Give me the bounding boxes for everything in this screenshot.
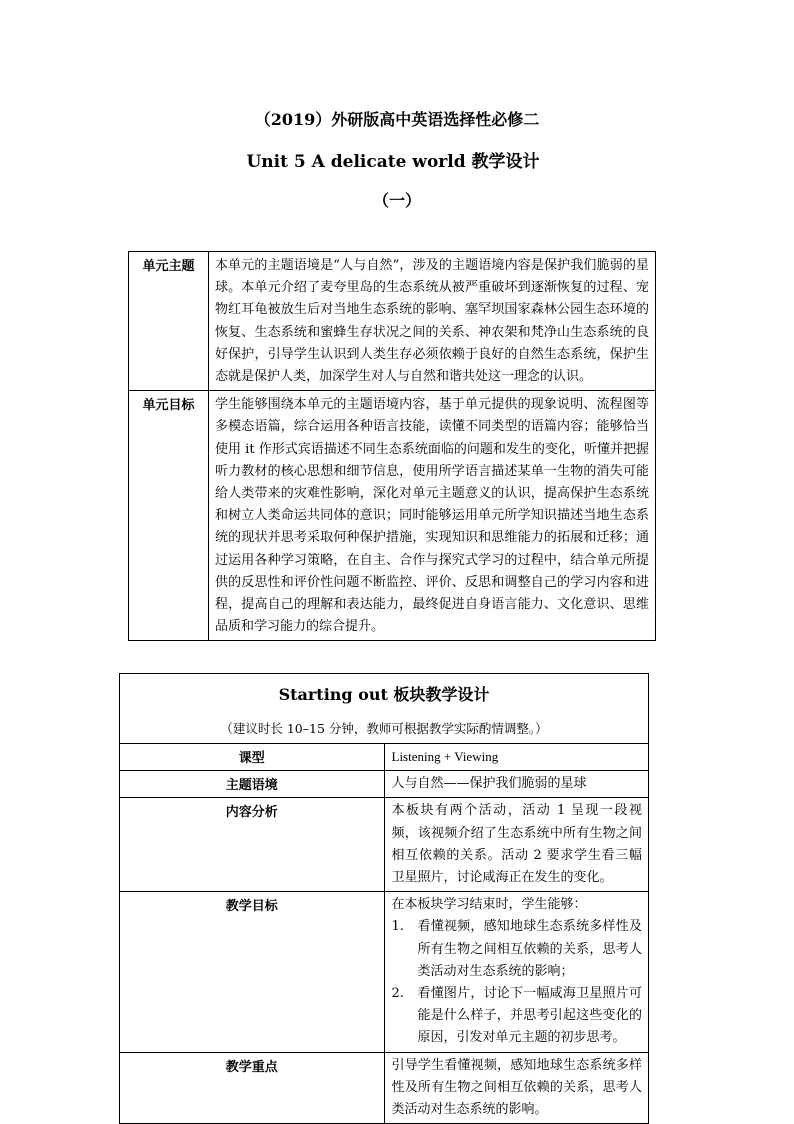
unit-goal-label: 单元目标 (129, 391, 209, 641)
table-row (120, 771, 649, 798)
theme-context-value: 人与自然——保护我们脆弱的星球 (384, 771, 649, 798)
lesson-type-value: Listening + Viewing (384, 744, 649, 771)
starting-out-title: Starting out 板块教学设计 (278, 685, 490, 704)
list-item (392, 916, 643, 983)
list-item (392, 983, 643, 1050)
teaching-goals-value (384, 892, 649, 1052)
starting-out-header (120, 674, 649, 744)
starting-out-table (119, 673, 649, 1124)
table-row (129, 391, 656, 641)
table-row (129, 252, 656, 391)
table-row (120, 798, 649, 892)
table-row (120, 1052, 649, 1124)
table-row (120, 892, 649, 1052)
unit-goal-text: 学生能够围绕本单元的主题语境内容，基于单元提供的现象说明、流程图等多模态语篇，综合运用各种语言技能，读懂不同类型的语篇内容；能够恰当使用 it 作形式宾语描述不同生态系统面临的问题和发生的变化，听懂并把握听力教材的核心思想和细节信息，使用所学语言描述某单一生物的消失可能给人类带来的灾难性影响，深化对单元主题意义的认识，提高保护生态系统和树立人类命运共同体的意识；同时能够运用单元所学知识描述当地生态系统的现状并思考采取何种保护措施，实现知识和思维能力的拓展和迁移；通过运用各种学习策略，在自主、合作与探究式学习的过程中，结合单元所提供的反思性和评价性问题不断监控、评价、反思和调整自己的学习内容和进程，提高自己的理解和表达能力，最终促进自身语言能力、文化意识、思维品质和学习能力的综合提升。 (209, 391, 656, 641)
theme-context-label: 主题语境 (120, 771, 385, 798)
content-analysis-value: 本板块有两个活动，活动 1 呈现一段视频，该视频介绍了生态系统中所有生物之间相互依赖的关系。活动 2 要求学生看三幅卫星照片，讨论咸海正在发生的变化。 (384, 798, 649, 892)
key-points-label: 教学重点 (120, 1052, 385, 1124)
goal-number: 1. (391, 919, 404, 935)
goal-text: 看懂视频，感知地球生态系统多样性及所有生物之间相互依赖的关系，思考人类活动对生态系统的影响； (417, 919, 642, 979)
unit-theme-text: 本单元的主题语境是“人与自然”，涉及的主题语境内容是保护我们脆弱的星球。本单元介绍了麦夸里岛的生态系统从被严重破坏到逐渐恢复的过程、宠物红耳龟被放生后对当地生态系统的影响、塞罕坝国家森林公园生态环境的恢复、生态系统和蜜蜂生存状况之间的关系、神农架和梵净山生态系统的良好保护，引导学生认识到人类生存必须依赖于良好的自然生态系统，保护生态就是保护人类，加深学生对人与自然和谐共处这一理念的认识。 (209, 252, 656, 391)
goals-list (392, 916, 643, 1049)
unit-theme-label: 单元主题 (129, 252, 209, 391)
unit-title: Unit 5 A delicate world 教学设计 (246, 152, 540, 172)
key-points-value: 引导学生看懂视频，感知地球生态系统多样性及所有生物之间相互依赖的关系，思考人类活动对生态系统的影响。 (384, 1052, 649, 1124)
content-analysis-label: 内容分析 (120, 798, 385, 892)
unit-overview-table (128, 251, 656, 641)
table-row (120, 674, 649, 744)
goals-intro: 在本板块学习结束时，学生能够： (391, 897, 587, 913)
goal-number: 2. (391, 986, 404, 1002)
part-number: （一） (372, 191, 421, 210)
teaching-goals-label: 教学目标 (120, 892, 385, 1052)
table-row (120, 744, 649, 771)
document-title: （2019）外研版高中英语选择性必修二 (254, 110, 540, 129)
lesson-type-label: 课型 (120, 744, 385, 771)
goal-text: 看懂图片，讨论下一幅咸海卫星照片可能是什么样子，并思考引起这些变化的原因，引发对单元主题的初步思考。 (417, 986, 642, 1046)
duration-note: （建议时长 10–15 分钟，教师可根据教学实际酌情调整。） (220, 721, 548, 736)
